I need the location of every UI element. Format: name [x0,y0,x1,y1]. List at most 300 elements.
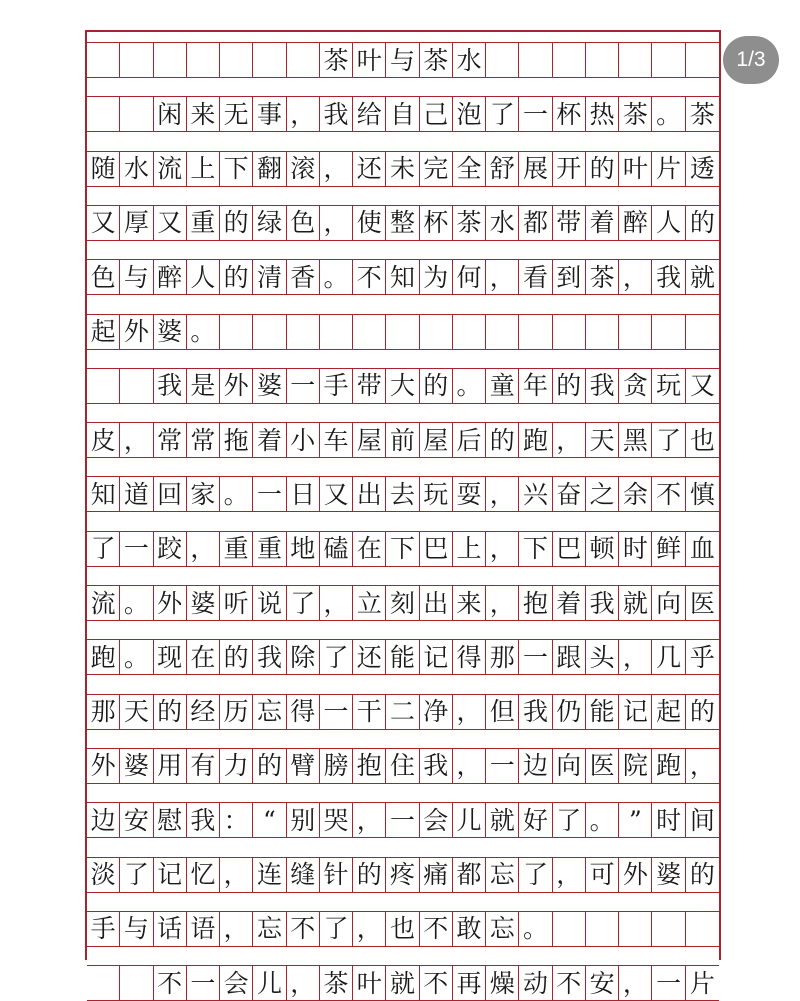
grid-cell: 泡 [453,97,486,131]
grid-cell: 住 [386,749,419,783]
grid-cell: 一 [652,966,685,1000]
grid-cell: 可 [586,858,619,892]
grid-cell: 使 [353,206,386,240]
grid-cell: 说 [253,586,286,620]
grid-cell: 是 [187,369,220,403]
grid-cell: 叶 [353,43,386,77]
grid-cell: 跑 [87,640,120,674]
grid-cell: 的 [353,858,386,892]
grid-row [87,911,719,947]
grid-cell: 上 [453,532,486,566]
grid-cell: 常 [154,423,187,457]
grid-cell: 滚 [287,152,320,186]
grid-cell: 的 [253,749,286,783]
grid-cell: 不 [353,260,386,294]
grid-cell [220,315,253,349]
grid-row [87,368,719,404]
grid-cell [187,43,220,77]
grid-cell: 忘 [253,912,286,946]
grid-cell: 自 [386,97,419,131]
grid-cell [386,315,419,349]
grid-cell: 我 [519,695,552,729]
grid-cell [586,912,619,946]
grid-cell: 一 [187,966,220,1000]
grid-cell: 贪 [619,369,652,403]
grid-row [87,802,719,838]
grid-cell: 一 [519,97,552,131]
grid-cell: 外 [87,749,120,783]
grid-cell: 着 [553,586,586,620]
grid-row [87,205,719,241]
grid-cell [287,43,320,77]
grid-cell: 跤 [154,532,187,566]
grid-cell: 色 [87,260,120,294]
grid-cell: 着 [586,206,619,240]
grid-cell: 整 [386,206,419,240]
grid-cell: 杯 [420,206,453,240]
grid-cell: 的 [689,697,715,727]
grid-cell: 厚 [120,206,153,240]
grid-cell: 一 [287,369,320,403]
grid-cell: 色 [287,206,320,240]
grid-cell: 安 [120,803,153,837]
grid-cell: 再 [453,966,486,1000]
grid-cell [486,315,519,349]
grid-cell: 的 [586,152,619,186]
grid-cell: ， [486,260,519,294]
grid-cell [320,315,353,349]
grid-cell: 立 [353,586,386,620]
grid-cell: 针 [320,858,353,892]
grid-cell: 向 [553,749,586,783]
grid-cell: 醉 [619,206,652,240]
grid-cell: 屋 [353,423,386,457]
grid-cell: ， [689,751,715,781]
grid-cell: 疼 [386,858,419,892]
grid-cell [120,966,153,1000]
grid-cell: 上 [187,152,220,186]
grid-cell: 我 [652,260,685,294]
grid-cell: 茶 [420,43,453,77]
grid-cell: 片 [652,152,685,186]
grid-cell: 屋 [420,423,453,457]
grid-cell: ， [453,749,486,783]
grid-cell: 能 [386,640,419,674]
grid-cell: 不 [553,966,586,1000]
grid-cell: 。 [519,912,552,946]
grid-cell: 余 [619,477,652,511]
grid-cell [87,97,120,131]
grid-cell: 水 [486,206,519,240]
grid-cell: 茶 [689,99,715,129]
grid-cell: 事 [253,97,286,131]
grid-cell: 在 [353,532,386,566]
grid-cell: 会 [220,966,253,1000]
grid-cell: 婆 [253,369,286,403]
grid-cell [287,315,320,349]
grid-cell [586,315,619,349]
grid-cell: 与 [120,912,153,946]
grid-cell: 磕 [320,532,353,566]
grid-cell [154,43,187,77]
grid-cell: 就 [619,586,652,620]
grid-cell: “ [253,803,286,837]
grid-cell: 天 [120,695,153,729]
grid-cell: 。 [586,803,619,837]
grid-cell [652,912,685,946]
grid-cell: 的 [220,206,253,240]
grid-cell: 时 [619,532,652,566]
grid-cell: 慰 [154,803,187,837]
grid-cell: 茶 [320,43,353,77]
grid-cell: 手 [320,369,353,403]
grid-cell [120,97,153,131]
grid-cell: 外 [619,858,652,892]
grid-cell: 几 [652,640,685,674]
grid-cell: 鲜 [652,532,685,566]
grid-cell: 的 [220,640,253,674]
grid-cell: 间 [689,805,715,835]
grid-cell: 一 [120,532,153,566]
grid-cell: 手 [87,912,120,946]
grid-cell: 历 [220,695,253,729]
grid-cell: 的 [689,860,715,889]
grid-cell: 人 [187,260,220,294]
grid-cell: ， [353,803,386,837]
grid-cell: 我 [154,369,187,403]
grid-cell: 随 [87,152,120,186]
grid-cell [519,43,552,77]
grid-cell: 不 [420,966,453,1000]
grid-cell [87,369,120,403]
grid-cell: ， [187,532,220,566]
grid-cell: 叶 [353,966,386,1000]
grid-cell: 哭 [320,803,353,837]
grid-cell: 安 [586,966,619,1000]
grid-cell: ， [486,586,519,620]
grid-cell: 奋 [553,477,586,511]
grid-cell: 我 [320,97,353,131]
grid-cell: 的 [486,423,519,457]
grid-cell: 了 [320,640,353,674]
grid-cell: 了 [320,912,353,946]
grid-cell: 醉 [154,260,187,294]
grid-cell: 净 [420,695,453,729]
grid-cell: 重 [187,206,220,240]
grid-cell: 片 [689,968,715,998]
grid-cell [120,43,153,77]
grid-cell: 一 [253,477,286,511]
grid-cell: 透 [689,154,715,184]
composition-grid-paper [85,30,721,998]
grid-cell [619,912,652,946]
grid-cell: 到 [553,260,586,294]
grid-cell [686,315,719,349]
grid-cell: 童 [486,369,519,403]
grid-row [87,151,719,187]
grid-cell: 着 [253,423,286,457]
grid-cell: 我 [586,586,619,620]
grid-cell [220,43,253,77]
grid-cell [619,43,652,77]
grid-cell: 就 [486,803,519,837]
grid-cell: 顿 [586,532,619,566]
grid-cell: 拖 [220,423,253,457]
grid-cell: 跟 [553,640,586,674]
grid-cell: 医 [586,749,619,783]
grid-cell: 出 [353,477,386,511]
grid-cell: 就 [386,966,419,1000]
grid-cell: 水 [453,43,486,77]
grid-cell: 就 [689,262,715,292]
grid-cell: 力 [220,749,253,783]
grid-cell: 乎 [689,642,715,672]
grid-cell [553,43,586,77]
grid-cell: 在 [187,640,220,674]
grid-cell: ， [120,423,153,457]
grid-row [87,857,719,893]
grid-cell: 日 [287,477,320,511]
grid-cell [553,912,586,946]
grid-row [87,314,719,350]
grid-cell: 又 [320,477,353,511]
grid-row [87,531,719,567]
grid-cell: 。 [652,97,685,131]
grid-cell: 茶 [619,97,652,131]
grid-cell: 皮 [87,423,120,457]
grid-cell: 下 [220,152,253,186]
grid-cell: 边 [519,749,552,783]
grid-cell: 一 [519,640,552,674]
grid-cell: 我 [187,803,220,837]
grid-cell: 忘 [486,858,519,892]
grid-cell: 不 [420,912,453,946]
grid-cell: 的 [420,369,453,403]
grid-cell: ， [619,260,652,294]
grid-cell: 跑 [652,749,685,783]
grid-cell: 何 [453,260,486,294]
grid-cell: ， [486,477,519,511]
grid-cell: 敢 [453,912,486,946]
grid-cell: 家 [187,477,220,511]
grid-cell [453,315,486,349]
grid-cell: 院 [619,749,652,783]
grid-cell: ， [320,206,353,240]
grid-cell: 缝 [287,858,320,892]
grid-cell: ， [553,423,586,457]
grid-cell: 燥 [486,966,519,1000]
grid-cell: 记 [154,858,187,892]
grid-cell: 也 [386,912,419,946]
grid-cell: 还 [353,640,386,674]
grid-cell: 茶 [586,260,619,294]
grid-row [87,965,719,1001]
grid-cell: ， [619,966,652,1000]
grid-cell: 语 [187,912,220,946]
grid-row [87,585,719,621]
grid-row [87,96,719,132]
grid-cell: 除 [287,640,320,674]
grid-cell: 了 [120,858,153,892]
grid-cell: 婆 [187,586,220,620]
grid-cell: 绿 [253,206,286,240]
grid-cell: 边 [87,803,120,837]
grid-cell: 别 [287,803,320,837]
grid-cell [619,315,652,349]
grid-cell [553,315,586,349]
grid-cell: 己 [420,97,453,131]
grid-cell: 婆 [120,749,153,783]
grid-cell: 听 [220,586,253,620]
grid-cell: 用 [154,749,187,783]
grid-cell: 的 [553,369,586,403]
grid-cell: 前 [386,423,419,457]
grid-cell: 来 [187,97,220,131]
grid-cell: 耍 [453,477,486,511]
grid-cell: ， [287,966,320,1000]
grid-cell: 仍 [553,695,586,729]
grid-cell: 现 [154,640,187,674]
grid-cell: ， [320,152,353,186]
grid-cell: 向 [652,586,685,620]
grid-cell: 年 [519,369,552,403]
grid-cell: 知 [87,477,120,511]
grid-cell: 地 [287,532,320,566]
grid-cell: 都 [453,858,486,892]
grid-cell: 带 [353,369,386,403]
grid-cell: 舒 [486,152,519,186]
grid-cell: 膀 [320,749,353,783]
grid-cell: 那 [486,640,519,674]
grid-cell: 茶 [453,206,486,240]
grid-cell: 血 [689,534,715,564]
grid-cell: 一 [320,695,353,729]
grid-cell [652,43,685,77]
grid-cell: 医 [689,588,715,618]
grid-cell: 不 [652,477,685,511]
grid-cell [253,43,286,77]
grid-cell: 重 [253,532,286,566]
grid-cell: 热 [586,97,619,131]
grid-cell: 我 [420,749,453,783]
grid-cell: 大 [386,369,419,403]
grid-cell: 全 [453,152,486,186]
grid-row [87,422,719,458]
grid-cell: 展 [519,152,552,186]
grid-cell: 忘 [253,695,286,729]
grid-cell: 不 [287,912,320,946]
grid-cell [486,43,519,77]
grid-cell: 那 [87,695,120,729]
grid-cell: 都 [519,206,552,240]
grid-cell: 带 [553,206,586,240]
grid-cell: 巴 [420,532,453,566]
grid-cell: 又 [87,206,120,240]
grid-cell: ， [220,858,253,892]
grid-cell: 无 [220,97,253,131]
grid-cell: 有 [187,749,220,783]
grid-cell: 但 [486,695,519,729]
grid-cell: 杯 [553,97,586,131]
grid-cell: 了 [652,423,685,457]
grid-cell: 一 [386,803,419,837]
grid-cell [686,43,719,77]
grid-cell: 的 [220,260,253,294]
grid-row [87,694,719,730]
grid-cell: ， [220,912,253,946]
grid-cell: 也 [689,425,715,455]
grid-cell: 之 [586,477,619,511]
grid-cell: 得 [287,695,320,729]
grid-row [87,42,719,78]
grid-cell: 忆 [187,858,220,892]
grid-cell: 了 [519,858,552,892]
grid-cell: 儿 [453,803,486,837]
grid-cell: ， [287,97,320,131]
grid-cell: 记 [619,695,652,729]
grid-cell: 未 [386,152,419,186]
grid-cell: 臂 [287,749,320,783]
grid-cell [87,43,120,77]
grid-cell: 连 [253,858,286,892]
grid-cell: 时 [652,803,685,837]
grid-row [87,748,719,784]
grid-cell: 。 [320,260,353,294]
grid-cell: 清 [253,260,286,294]
grid-cell: 与 [120,260,153,294]
grid-cell: 翻 [253,152,286,186]
grid-cell: 我 [253,640,286,674]
grid-cell: 动 [519,966,552,1000]
grid-cell: 玩 [420,477,453,511]
grid-cell: 得 [453,640,486,674]
grid-cell: 。 [220,477,253,511]
grid-cell: 头 [586,640,619,674]
grid-cell: 一 [486,749,519,783]
grid-cell: 车 [320,423,353,457]
grid-cell: 兴 [519,477,552,511]
grid-cell: 干 [353,695,386,729]
grid-cell: 下 [519,532,552,566]
grid-cell: 又 [689,371,715,401]
grid-cell: 儿 [253,966,286,1000]
grid-cell: ， [320,586,353,620]
grid-cell: 回 [154,477,187,511]
grid-cell: ： [220,803,253,837]
grid-cell [652,315,685,349]
grid-cell: 抱 [353,749,386,783]
grid-cell: 刻 [386,586,419,620]
grid-cell: 流 [87,586,120,620]
grid-cell: 闲 [154,97,187,131]
grid-cell: 起 [87,315,120,349]
grid-cell: ， [353,912,386,946]
page-indicator-badge[interactable]: 1/3 [723,36,779,84]
grid-cell: ， [453,695,486,729]
grid-cell: 记 [420,640,453,674]
grid-cell: 巴 [553,532,586,566]
grid-cell: 重 [220,532,253,566]
grid-cell: 常 [187,423,220,457]
grid-cell: 婆 [652,858,685,892]
grid-cell: 人 [652,206,685,240]
grid-cell: 外 [120,315,153,349]
grid-cell: 抱 [519,586,552,620]
grid-cell [353,315,386,349]
grid-cell: 起 [652,695,685,729]
grid-cell: 会 [420,803,453,837]
grid-cell: 玩 [652,369,685,403]
